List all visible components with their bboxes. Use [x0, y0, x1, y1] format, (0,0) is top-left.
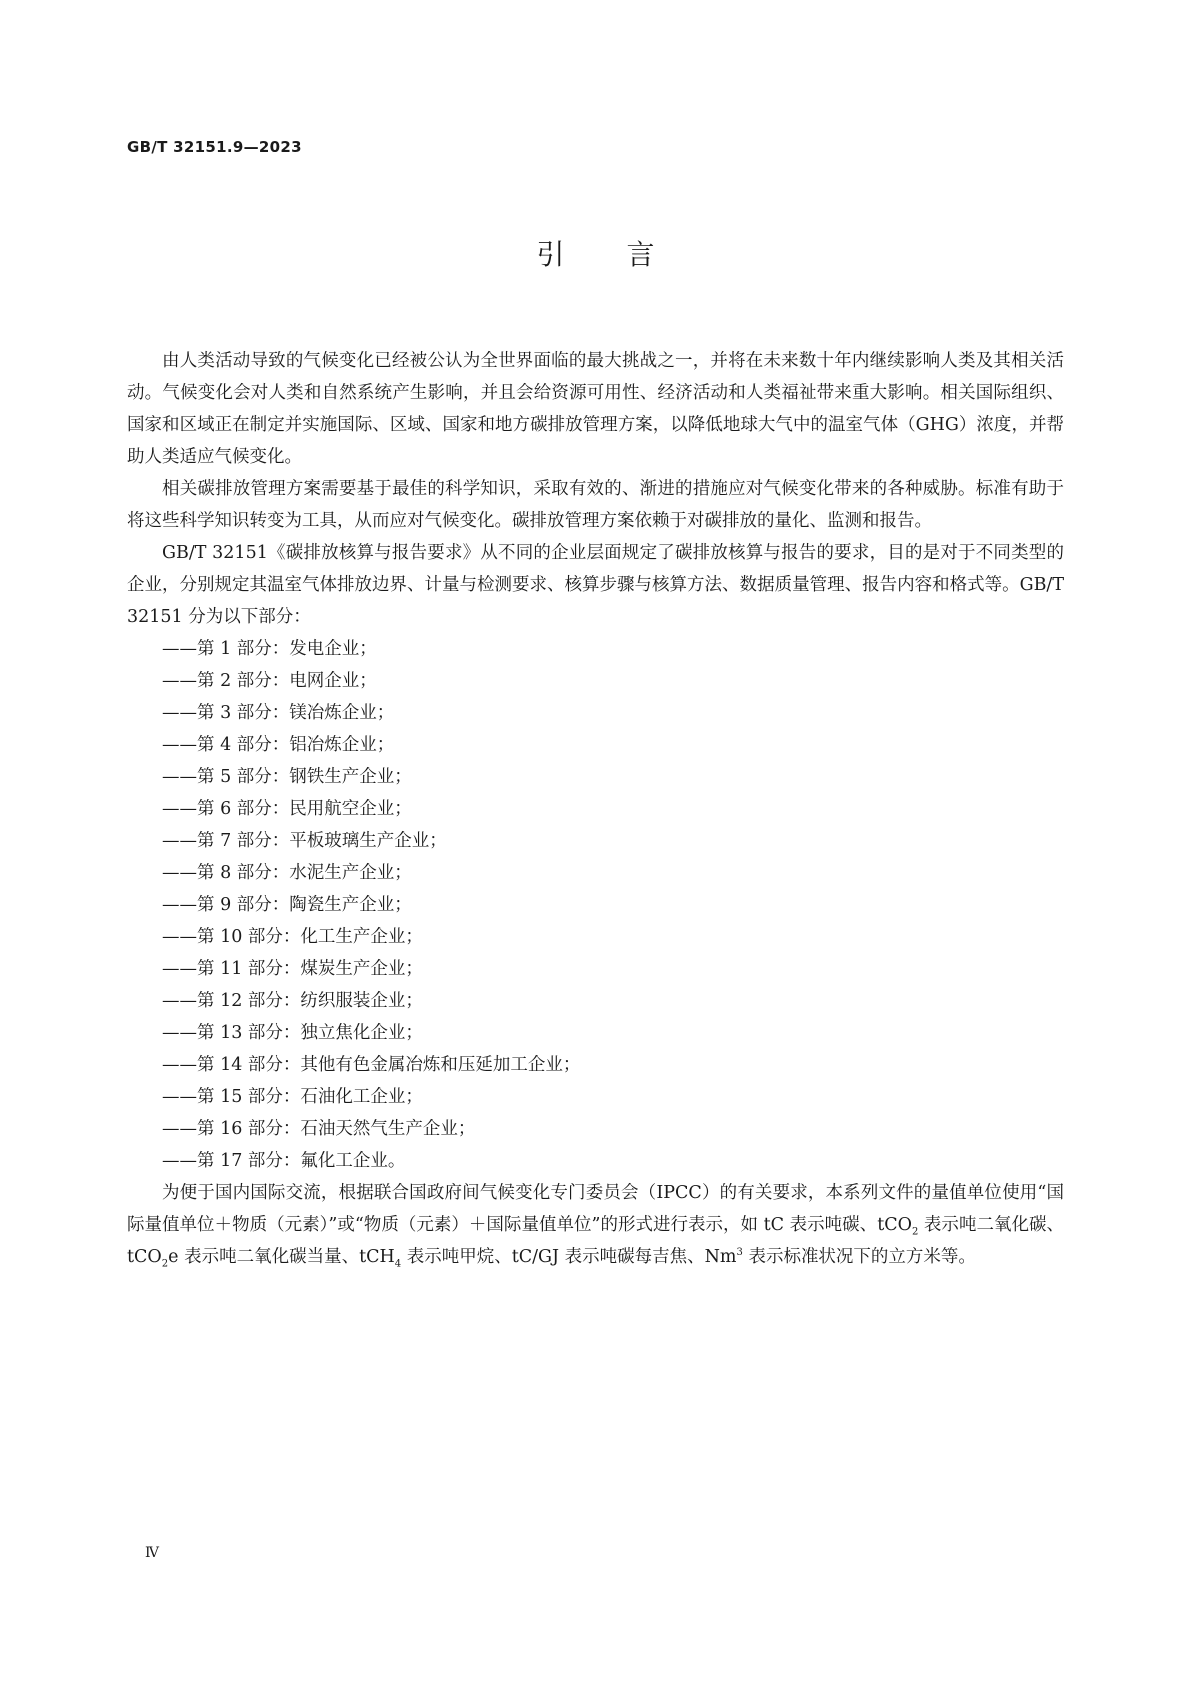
list-item: ——第 10 部分：化工生产企业；	[162, 927, 423, 947]
list-item: ——第 5 部分：钢铁生产企业；	[162, 767, 412, 787]
list-item: ——第 2 部分：电网企业；	[162, 671, 377, 691]
units-superscript: 3	[736, 1247, 743, 1259]
list-item: ——第 8 部分：水泥生产企业；	[162, 863, 412, 883]
list-item: ——第 4 部分：铝冶炼企业；	[162, 735, 395, 755]
units-text: 表示标准状况下的立方米等。	[742, 1247, 976, 1267]
units-subscript: 4	[394, 1258, 402, 1270]
units-subscript: 2	[161, 1258, 169, 1270]
units-text: 表示吨二氧化碳、tCO	[127, 1215, 1065, 1267]
paragraph-units	[127, 1177, 1064, 1273]
units-text: e 表示吨二氧化碳当量、tCH	[168, 1247, 395, 1267]
units-subscript: 2	[911, 1226, 919, 1238]
parts-list	[127, 633, 1064, 1177]
list-item: ——第 6 部分：民用航空企业；	[162, 799, 412, 819]
list-item: ——第 3 部分：镁冶炼企业；	[162, 703, 395, 723]
paragraph-series: GB/T 32151《碳排放核算与报告要求》从不同的企业层面规定了碳排放核算与报告的要求，目的是对于不同类型的企业，分别规定其温室气体排放边界、计量与检测要求、核算步骤与核算方法、数据质量管理、报告内容和格式等。GB/T 32151 分为以下部分：	[127, 543, 1064, 627]
list-item: ——第 14 部分：其他有色金属冶炼和压延加工企业；	[162, 1055, 581, 1075]
list-item: ——第 11 部分：煤炭生产企业；	[162, 959, 423, 979]
list-item: ——第 17 部分：氟化工企业。	[162, 1151, 406, 1171]
list-item: ——第 12 部分：纺织服装企业；	[162, 991, 423, 1011]
list-item: ——第 15 部分：石油化工企业；	[162, 1087, 423, 1107]
units-text: 为便于国内国际交流，根据联合国政府间气候变化专门委员会（IPCC）的有关要求，本系列文件的量值单位使用“国际量值单位＋物质（元素）”或“物质（元素）＋国际量值单位”的形式进行表示，如 tC 表示吨碳、tCO	[127, 1183, 1064, 1235]
units-text: 表示吨甲烷、tC/GJ 表示吨碳每吉焦、Nm	[401, 1247, 737, 1267]
list-item: ——第 9 部分：陶瓷生产企业；	[162, 895, 412, 915]
paragraph-intro: 由人类活动导致的气候变化已经被公认为全世界面临的最大挑战之一，并将在未来数十年内继续影响人类及其相关活动。气候变化会对人类和自然系统产生影响，并且会给资源可用性、经济活动和人类福祉带来重大影响。相关国际组织、国家和区域正在制定并实施国际、区域、国家和地方碳排放管理方案，以降低地球大气中的温室气体（GHG）浓度，并帮助人类适应气候变化。	[127, 351, 1064, 467]
standard-code: GB/T 32151.9—2023	[127, 138, 302, 156]
section-title: 引言	[536, 238, 717, 271]
list-item: ——第 7 部分：平板玻璃生产企业；	[162, 831, 447, 851]
list-item: ——第 1 部分：发电企业；	[162, 639, 377, 659]
paragraph-management: 相关碳排放管理方案需要基于最佳的科学知识，采取有效的、渐进的措施应对气候变化带来的各种威胁。标准有助于将这些科学知识转变为工具，从而应对气候变化。碳排放管理方案依赖于对碳排放的量化、监测和报告。	[127, 479, 1064, 531]
page-number: Ⅳ	[145, 1545, 159, 1561]
document-body	[127, 345, 1064, 1273]
list-item: ——第 13 部分：独立焦化企业；	[162, 1023, 423, 1043]
list-item: ——第 16 部分：石油天然气生产企业；	[162, 1119, 476, 1139]
